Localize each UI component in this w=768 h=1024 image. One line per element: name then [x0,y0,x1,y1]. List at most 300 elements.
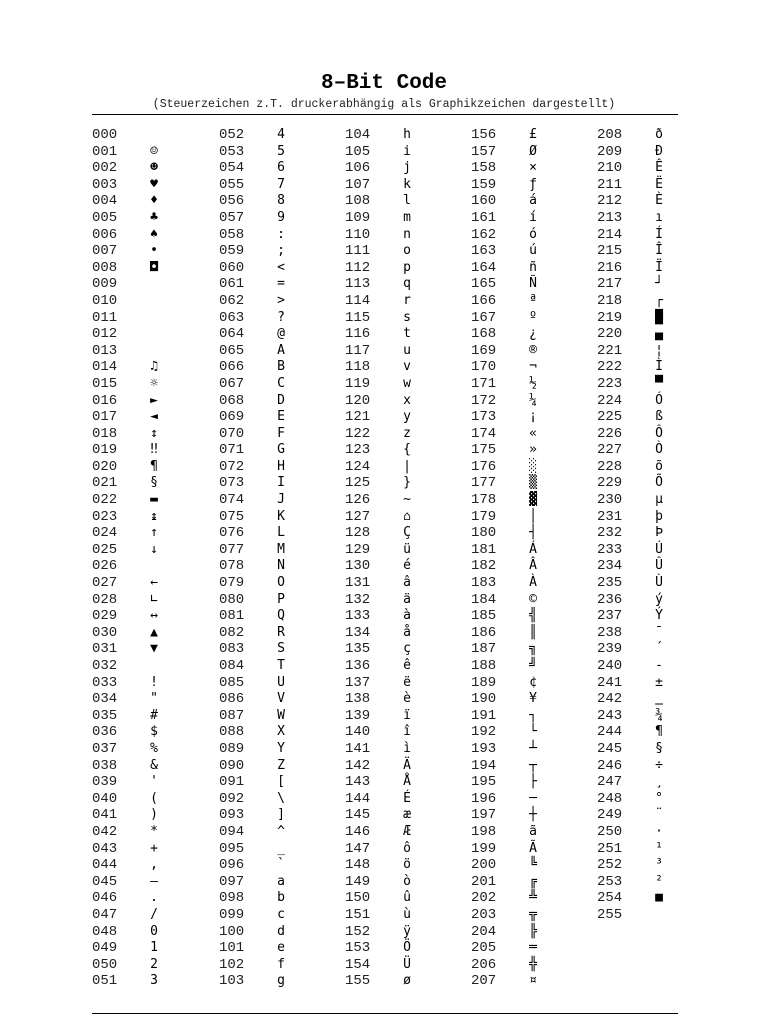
code-glyph: y [403,409,411,425]
code-number: 114 [345,292,371,309]
code-glyph: s [403,309,411,325]
code-glyph: Ü [403,956,411,972]
code-number: 045 [92,873,118,890]
code-glyph: ↨ [150,508,158,524]
code-glyph: ← [150,575,158,591]
code-number: 055 [219,176,245,193]
code-glyph: § [150,475,158,491]
code-glyph: Ê [655,160,663,176]
code-glyph: b [277,890,285,906]
code-number: 056 [219,193,245,210]
code-glyph: Û [655,558,663,574]
code-number: 207 [471,973,497,990]
code-glyph: r [403,292,411,308]
code-glyph: u [403,342,411,358]
code-number: 194 [471,757,497,774]
code-glyph: └ [529,724,537,740]
code-glyph: â [403,575,411,591]
code-glyph: ã [529,823,537,839]
code-glyph: ı [655,209,663,225]
code-number: 142 [345,757,371,774]
code-number: 174 [471,425,497,442]
code-glyph: d [277,923,285,939]
code-number: 213 [597,209,623,226]
code-number: 234 [597,558,623,575]
code-glyph: ◄ [150,409,158,425]
code-glyph: ø [403,973,411,989]
code-glyph: W [277,707,285,723]
code-number: 008 [92,259,118,276]
code-number: 132 [345,591,371,608]
code-glyph: n [403,226,411,242]
code-glyph: Á [529,541,537,557]
code-number: 232 [597,525,623,542]
code-number: 082 [219,624,245,641]
code-number: 113 [345,276,371,293]
code-number: 009 [92,276,118,293]
code-glyph: K [277,508,285,524]
code-glyph: À [529,575,537,591]
code-number: 020 [92,458,118,475]
code-number: 253 [597,873,623,890]
code-number: 229 [597,475,623,492]
code-glyph: D [277,392,285,408]
code-glyph: Ý [655,608,663,624]
code-number: 071 [219,442,245,459]
code-glyph: · [655,823,663,839]
code-glyph: x [403,392,411,408]
code-number: 066 [219,359,245,376]
code-number: 184 [471,591,497,608]
code-glyph: │ [529,508,537,524]
code-number: 126 [345,492,371,509]
code-number: 140 [345,724,371,741]
code-glyph: Z [277,757,285,773]
code-glyph: ¥ [529,691,537,707]
code-number: 103 [219,973,245,990]
code-glyph: É [403,790,411,806]
code-glyph: _ [277,840,285,856]
code-glyph: █ [655,309,663,325]
code-glyph: : [277,226,285,242]
code-number: 193 [471,740,497,757]
code-number: 215 [597,243,623,260]
code-glyph: ▬ [150,492,158,508]
code-glyph: ↓ [150,541,158,557]
code-glyph: ▓ [529,492,537,508]
code-glyph: N [277,558,285,574]
code-number: 073 [219,475,245,492]
code-number: 134 [345,624,371,641]
code-number: 208 [597,127,623,143]
code-number: 190 [471,691,497,708]
code-number: 143 [345,774,371,791]
code-number: 017 [92,409,118,426]
code-glyph: ê [403,658,411,673]
code-number: 005 [92,209,118,226]
code-number: 120 [345,392,371,409]
code-number: 076 [219,525,245,542]
code-glyph: ò [403,873,411,889]
code-glyph: ¡ [529,409,537,425]
code-number: 136 [345,658,371,674]
code-number: 164 [471,259,497,276]
code-glyph: H [277,458,285,474]
code-glyph: V [277,691,285,707]
code-glyph: 2 [150,956,158,972]
code-number: 100 [219,923,245,940]
code-glyph: a [277,873,285,889]
code-number: 109 [345,209,371,226]
code-glyph: Ì [655,359,663,375]
code-glyph: 8 [277,193,285,209]
code-number: 124 [345,458,371,475]
code-number: 226 [597,425,623,442]
code-number: 063 [219,309,245,326]
code-glyph: ‗ [655,691,663,707]
code-number: 111 [345,243,371,260]
code-number: 130 [345,558,371,575]
code-glyph: ↑ [150,525,158,541]
code-glyph: ╔ [529,873,537,889]
code-number: 070 [219,425,245,442]
code-glyph: ♣ [150,209,158,225]
code-number: 010 [92,292,118,309]
code-number: 065 [219,342,245,359]
code-glyph: ┘ [655,276,663,292]
code-glyph: ] [277,807,285,823]
code-glyph: ⌂ [403,508,411,524]
code-glyph: ý [655,591,663,607]
code-glyph: > [277,292,285,308]
code-number: 110 [345,226,371,243]
code-glyph: ¢ [529,674,537,690]
code-glyph: Õ [655,475,663,491]
code-number: 037 [92,740,118,757]
code-glyph: ▒ [529,475,537,491]
code-glyph: ó [529,226,537,242]
code-number: 138 [345,691,371,708]
code-number: 012 [92,326,118,343]
code-glyph: ◘ [150,259,158,275]
code-glyph: ▼ [150,641,158,657]
code-number: 058 [219,226,245,243]
code-number: 032 [92,658,118,674]
code-glyph: Ù [655,575,663,591]
code-number: 242 [597,691,623,708]
code-glyph: & [150,757,158,773]
code-number: 052 [219,127,245,143]
code-number: 027 [92,575,118,592]
code-number: 180 [471,525,497,542]
code-number: 195 [471,774,497,791]
code-number: 244 [597,724,623,741]
code-number: 105 [345,143,371,160]
code-number: 166 [471,292,497,309]
code-glyph: Ö [403,940,411,956]
code-number: 237 [597,608,623,625]
code-number: 179 [471,508,497,525]
code-glyph: . [150,890,158,906]
code-glyph: ¨ [655,807,663,823]
code-glyph: k [403,176,411,192]
code-glyph: Ñ [529,276,537,292]
code-number: 014 [92,359,118,376]
code-glyph: ® [529,342,537,358]
code-glyph: L [277,525,285,541]
code-number: 029 [92,608,118,625]
code-glyph: I [277,475,285,491]
code-glyph: ñ [529,259,537,275]
code-number: 006 [92,226,118,243]
code-number: 001 [92,143,118,160]
code-number: 084 [219,658,245,674]
code-number: 238 [597,624,623,641]
code-number: 219 [597,309,623,326]
code-glyph: æ [403,807,411,823]
code-number: 148 [345,857,371,874]
code-glyph: ║ [529,624,537,640]
code-number: 118 [345,359,371,376]
code-glyph: h [403,127,411,142]
code-glyph: B [277,359,285,375]
code-glyph: 3 [150,973,158,989]
code-number: 248 [597,790,623,807]
code-number: 003 [92,176,118,193]
code-glyph: ´ [655,641,663,657]
code-glyph: ( [150,790,158,806]
code-glyph: e [277,940,285,956]
code-glyph: ┼ [529,807,537,823]
code-number: 051 [92,973,118,990]
code-number: 198 [471,823,497,840]
code-glyph: ╗ [529,641,537,657]
code-number: 090 [219,757,245,774]
code-number: 095 [219,840,245,857]
code-glyph: µ [655,492,663,508]
code-glyph: t [403,326,411,342]
code-number: 129 [345,541,371,558]
code-glyph: « [529,425,537,441]
code-number: 028 [92,591,118,608]
code-glyph: ■ [655,890,663,906]
code-glyph: 4 [277,127,285,142]
code-number: 221 [597,342,623,359]
code-glyph: ╠ [529,923,537,939]
code-glyph: ö [403,857,411,873]
code-glyph: R [277,624,285,640]
code-glyph: \ [277,790,285,806]
code-number: 247 [597,774,623,791]
code-glyph: ; [277,243,285,259]
code-number: 044 [92,857,118,874]
code-number: 127 [345,508,371,525]
code-glyph: * [150,823,158,839]
code-glyph: 9 [277,209,285,225]
code-number: 246 [597,757,623,774]
code-glyph: • [150,243,158,259]
code-number: 094 [219,823,245,840]
code-glyph: » [529,442,537,458]
code-glyph: Ò [655,442,663,458]
code-glyph: C [277,375,285,391]
code-number: 068 [219,392,245,409]
code-glyph: Ï [655,259,663,275]
code-glyph: ü [403,541,411,557]
code-glyph: ↔ [150,608,158,624]
code-glyph: U [277,674,285,690]
code-glyph: ` [277,857,285,873]
code-number: 211 [597,176,623,193]
code-number: 089 [219,740,245,757]
code-glyph: ☻ [150,160,158,176]
code-glyph: + [150,840,158,856]
code-glyph: i [403,143,411,159]
code-number: 191 [471,707,497,724]
code-number: 043 [92,840,118,857]
code-glyph: Ó [655,392,663,408]
code-glyph: Ç [403,525,411,541]
code-number: 225 [597,409,623,426]
code-number: 039 [92,774,118,791]
code-glyph: ï [403,707,411,723]
code-number: 240 [597,658,623,674]
code-number: 216 [597,259,623,276]
code-glyph: £ [529,127,537,142]
code-number: 015 [92,375,118,392]
code-number: 149 [345,873,371,890]
code-glyph: Ô [655,425,663,441]
code-glyph: ô [403,840,411,856]
code-number: 155 [345,973,371,990]
code-glyph: ♦ [150,193,158,209]
code-number: 050 [92,956,118,973]
code-glyph: È [655,193,663,209]
code-number: 102 [219,956,245,973]
code-number: 185 [471,608,497,625]
code-glyph: þ [655,508,663,524]
code-glyph: Ú [655,541,663,557]
code-glyph: ▄ [655,326,663,342]
code-glyph: ^ [277,823,285,839]
code-glyph: M [277,541,285,557]
code-number: 018 [92,425,118,442]
code-number: 121 [345,409,371,426]
code-number: 093 [219,807,245,824]
code-glyph: Ä [403,757,411,773]
code-number: 054 [219,160,245,177]
code-glyph: é [403,558,411,574]
code-glyph: ? [277,309,285,325]
code-glyph: Í [655,226,663,242]
code-number: 157 [471,143,497,160]
code-glyph: ¾ [655,707,663,723]
code-number: 062 [219,292,245,309]
code-glyph: Æ [403,823,411,839]
code-glyph: z [403,425,411,441]
code-number: 069 [219,409,245,426]
code-glyph: ▲ [150,624,158,640]
code-number: 104 [345,127,371,143]
code-number: 186 [471,624,497,641]
code-number: 079 [219,575,245,592]
code-number: 150 [345,890,371,907]
code-number: 021 [92,475,118,492]
code-number: 098 [219,890,245,907]
page-title: 8–Bit Code [320,72,448,95]
bottom-rule [92,1013,678,1014]
code-glyph: ß [655,409,663,425]
code-glyph: l [403,193,411,209]
code-number: 022 [92,492,118,509]
code-glyph: ÷ [655,757,663,773]
code-number: 057 [219,209,245,226]
code-number: 189 [471,674,497,691]
code-number: 152 [345,923,371,940]
code-number: 119 [345,375,371,392]
code-glyph: ° [655,790,663,806]
code-glyph: 7 [277,176,285,192]
code-number: 061 [219,276,245,293]
code-glyph: ╦ [529,906,537,922]
code-glyph: ─ [529,790,537,806]
code-glyph: ═ [529,940,537,956]
code-glyph: - [655,658,663,673]
code-number: 077 [219,541,245,558]
code-number: 182 [471,558,497,575]
code-glyph: ¶ [150,458,158,474]
code-glyph: < [277,259,285,275]
code-glyph: % [150,740,158,756]
code-number: 199 [471,840,497,857]
code-glyph: P [277,591,285,607]
code-glyph: } [403,475,411,491]
code-glyph: § [655,740,663,756]
code-number: 218 [597,292,623,309]
code-glyph: [ [277,774,285,790]
code-glyph: o [403,243,411,259]
code-number: 046 [92,890,118,907]
code-glyph: w [403,375,411,391]
code-glyph: ð [655,127,663,142]
code-glyph: ³ [655,857,663,873]
code-number: 153 [345,940,371,957]
code-number: 036 [92,724,118,741]
code-glyph: F [277,425,285,441]
code-glyph: è [403,691,411,707]
code-glyph: ┌ [655,292,663,308]
code-number: 085 [219,674,245,691]
code-glyph: º [529,309,537,325]
code-glyph: à [403,608,411,624]
code-number: 047 [92,906,118,923]
code-number: 060 [219,259,245,276]
code-number: 170 [471,359,497,376]
code-glyph: ë [403,674,411,690]
code-glyph: g [277,973,285,989]
code-number: 217 [597,276,623,293]
code-glyph: ╚ [529,857,537,873]
code-glyph: | [403,458,411,474]
code-glyph: Þ [655,525,663,541]
code-glyph: å [403,624,411,640]
code-number: 201 [471,873,497,890]
code-glyph: ² [655,873,663,889]
code-glyph: ▀ [655,375,663,391]
code-number: 081 [219,608,245,625]
code-glyph: ¹ [655,840,663,856]
code-number: 183 [471,575,497,592]
